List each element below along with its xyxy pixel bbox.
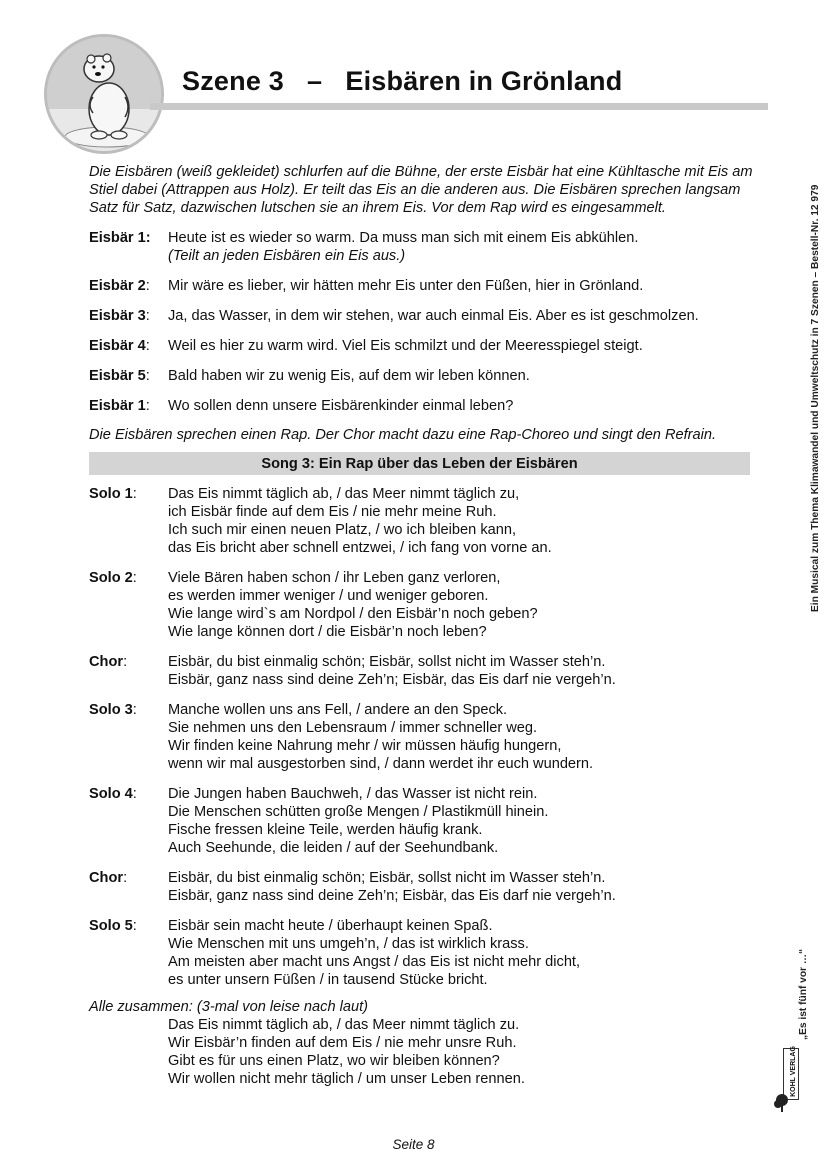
dialogue-line xyxy=(89,367,759,385)
verse-line: Das Eis nimmt täglich ab, / das Meer nimmt täglich zu. xyxy=(168,1017,520,1033)
verse-line: wenn wir mal ausgestorben sind, / dann werdet ihr euch wundern. xyxy=(168,756,594,772)
dialogue-line xyxy=(89,397,759,415)
verse-line: Eisbär, ganz nass sind deine Zeh’n; Eisbär, das Eis darf nie vergeh’n. xyxy=(168,672,616,688)
dialogue-text: Heute ist es wieder so warm. Da muss man sich mit einem Eis abkühlen. (Teilt an jeden Eisbären ein Eis aus.) xyxy=(168,229,759,265)
speaker-label: Eisbär 4: xyxy=(89,338,150,354)
publisher-name: KOHL VERLAG xyxy=(789,1046,797,1097)
dialogue-text: Wo sollen denn unsere Eisbärenkinder einmal leben? xyxy=(168,398,514,414)
tree-logo-icon xyxy=(773,1093,791,1113)
verse-line: Sie nehmen uns den Lebensraum / immer schneller weg. xyxy=(168,720,538,736)
page-title: Szene 3 – Eisbären in Grönland xyxy=(182,66,623,96)
verse-lines xyxy=(168,917,759,989)
verse-lines xyxy=(168,785,759,857)
dialogue-line xyxy=(89,277,759,295)
verse-line: Viele Bären haben schon / ihr Leben ganz verloren, xyxy=(168,570,501,586)
verse-line: Wir Eisbär’n finden auf dem Eis / nie mehr unsre Ruh. xyxy=(168,1035,517,1051)
all-together-lines xyxy=(168,1016,525,1088)
verse-speaker: Solo 3: xyxy=(89,702,137,718)
verse xyxy=(89,869,759,905)
verse xyxy=(89,569,759,641)
rap-stage-direction: Die Eisbären sprechen einen Rap. Der Chor macht dazu eine Rap-Choreo und singt den Refrain. xyxy=(89,427,717,443)
verse-line: ich Eisbär finde auf dem Eis / nie mehr meine Ruh. xyxy=(168,504,497,520)
song-verses xyxy=(89,485,759,1001)
verse-line: Eisbär, du bist einmalig schön; Eisbär, sollst nicht im Wasser steh’n. xyxy=(168,654,606,670)
song-title-bar: Song 3: Ein Rap über das Leben der Eisbären xyxy=(89,452,750,475)
speaker-label: Eisbär 1: xyxy=(89,398,150,414)
title-underline xyxy=(150,103,768,110)
verse-line: Wir wollen nicht mehr täglich / um unser Leben rennen. xyxy=(168,1071,525,1087)
verse-speaker: Solo 4: xyxy=(89,786,137,802)
page-number: Seite 8 xyxy=(392,1137,435,1152)
speaker-label: Eisbär 1: xyxy=(89,230,151,246)
verse-line: Wie lange können dort / die Eisbär’n noch leben? xyxy=(168,624,487,640)
verse-lines xyxy=(168,869,759,905)
speaker-label: Eisbär 3: xyxy=(89,308,150,324)
dialogue-note: (Teilt an jeden Eisbären ein Eis aus.) xyxy=(168,248,406,264)
verse-speaker: Solo 1: xyxy=(89,486,137,502)
verse-line: Das Eis nimmt täglich ab, / das Meer nimmt täglich zu, xyxy=(168,486,520,502)
verse-lines xyxy=(168,653,759,689)
verse-line: Die Jungen haben Bauchweh, / das Wasser ist nicht rein. xyxy=(168,786,538,802)
dialogue xyxy=(89,229,759,427)
verse-line: Wie Menschen mit uns umgeh’n, / das ist wirklich krass. xyxy=(168,936,529,952)
dialogue-line xyxy=(89,307,759,325)
verse xyxy=(89,917,759,989)
verse xyxy=(89,653,759,689)
sidebar-title: „Es ist fünf vor …“ xyxy=(798,948,809,1040)
all-together-label: Alle zusammen: (3-mal von leise nach laut) xyxy=(89,999,369,1015)
verse-line: Manche wollen uns ans Fell, / andere an den Speck. xyxy=(168,702,508,718)
verse-speaker: Solo 5: xyxy=(89,918,137,934)
intro-stage-direction: Die Eisbären (weiß gekleidet) schlurfen auf die Bühne, der erste Eisbär hat eine Kühltasche mit Eis am Stiel dabei (Attrappen aus Holz). Er teilt das Eis an die anderen aus. Die Eisbären sprechen langsam Satz für Satz, dazwischen lutschen sie an ihrem Eis. Vor dem Rap wird es eingesammelt. xyxy=(89,164,753,216)
speaker-label: Eisbär 5: xyxy=(89,368,150,384)
verse-line: Wir finden keine Nahrung mehr / wir müssen häufig hungern, xyxy=(168,738,562,754)
verse-lines xyxy=(168,701,759,773)
verse-line: Wie lange wird`s am Nordpol / den Eisbär’n noch geben? xyxy=(168,606,538,622)
verse-line: es werden immer weniger / und weniger geboren. xyxy=(168,588,489,604)
dialogue-text: Mir wäre es lieber, wir hätten mehr Eis unter den Füßen, hier in Grönland. xyxy=(168,278,644,294)
verse-line: Eisbär, du bist einmalig schön; Eisbär, sollst nicht im Wasser steh’n. xyxy=(168,870,606,886)
verse-speaker: Chor: xyxy=(89,870,128,886)
verse-speaker: Chor: xyxy=(89,654,128,670)
verse-line: Fische fressen kleine Teile, werden häufig krank. xyxy=(168,822,483,838)
verse-line: Am meisten aber macht uns Angst / das Eis ist nicht mehr dicht, xyxy=(168,954,581,970)
verse-lines xyxy=(168,485,759,557)
polar-bear-icon xyxy=(47,37,161,151)
verse-line: das Eis bricht aber schnell entzwei, / ich fang von vorne an. xyxy=(168,540,552,556)
speaker-label: Eisbär 2: xyxy=(89,278,150,294)
verse xyxy=(89,485,759,557)
verse-lines xyxy=(168,569,759,641)
verse-line: es unter unsern Füßen / in tausend Stücke bricht. xyxy=(168,972,488,988)
verse-line: Eisbär sein macht heute / überhaupt keinen Spaß. xyxy=(168,918,493,934)
verse-speaker: Solo 2: xyxy=(89,570,137,586)
sidebar-subtitle: Ein Musical zum Thema Klimawandel und Umweltschutz in 7 Szenen – Bestell-Nr. 12 979 xyxy=(810,184,821,612)
dialogue-line xyxy=(89,229,759,265)
dialogue-text: Bald haben wir zu wenig Eis, auf dem wir leben können. xyxy=(168,368,530,384)
polar-bear-illustration xyxy=(44,34,164,154)
verse-line: Die Menschen schütten große Mengen / Plastikmüll hinein. xyxy=(168,804,549,820)
dialogue-text: Weil es hier zu warm wird. Viel Eis schmilzt und der Meeresspiegel steigt. xyxy=(168,338,643,354)
verse-line: Ich such mir einen neuen Platz, / wo ich bleiben kann, xyxy=(168,522,517,538)
dialogue-line xyxy=(89,337,759,355)
verse-line: Gibt es für uns einen Platz, wo wir bleiben können? xyxy=(168,1053,500,1069)
verse-line: Auch Seehunde, die leiden / auf der Seehundbank. xyxy=(168,840,499,856)
dialogue-text: Ja, das Wasser, in dem wir stehen, war auch einmal Eis. Aber es ist geschmolzen. xyxy=(168,308,699,324)
verse xyxy=(89,785,759,857)
verse-line: Eisbär, ganz nass sind deine Zeh’n; Eisbär, das Eis darf nie vergeh’n. xyxy=(168,888,616,904)
verse xyxy=(89,701,759,773)
